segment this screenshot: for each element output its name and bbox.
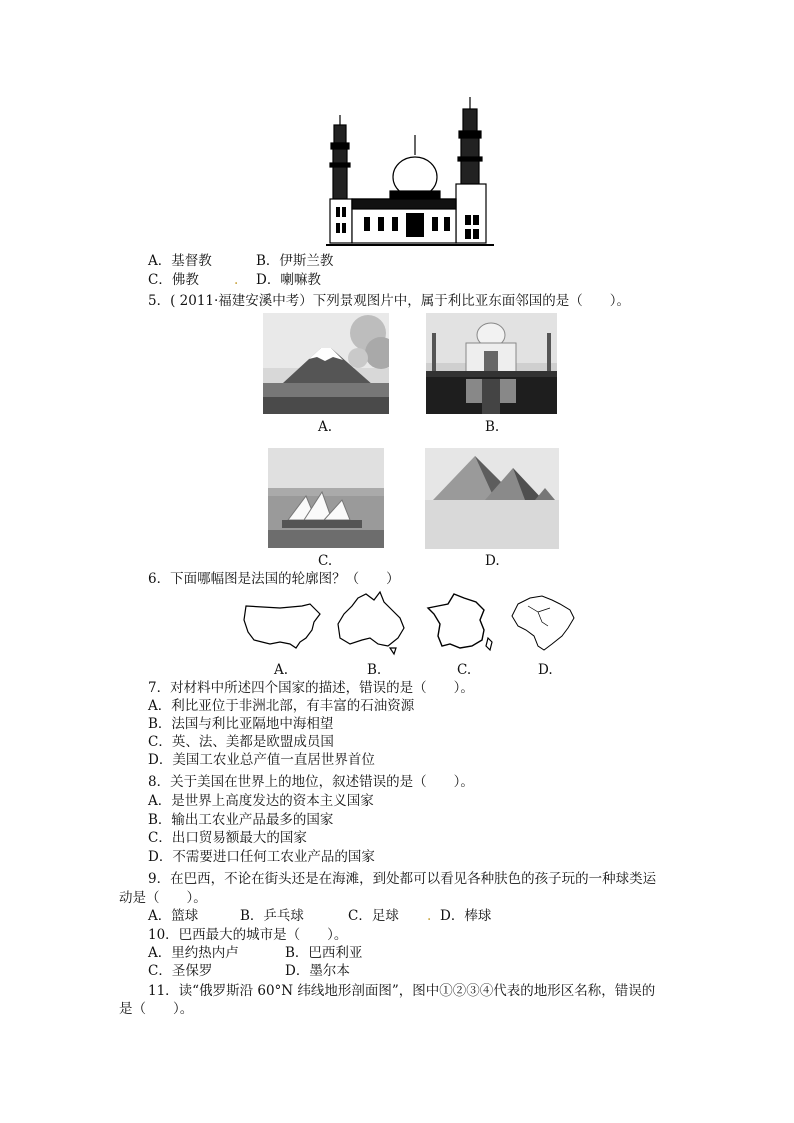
q8-option-d: D．不需要进口任何工农业产品的国家 <box>148 849 375 865</box>
q6-label-c: C. <box>457 662 472 678</box>
q7-option-a: A．利比亚位于非洲北部，有丰富的石油资源 <box>148 698 415 714</box>
q8-option-b: B．输出工农业产品最多的国家 <box>148 812 334 828</box>
q8-option-c: C．出口贸易额最大的国家 <box>148 830 307 846</box>
q10-option-c: C．圣保罗 <box>148 963 213 979</box>
q7-option-d: D．美国工农业总产值一直居世界首位 <box>148 752 375 768</box>
q6-label-b: B. <box>367 662 382 678</box>
q11-stem-line2: 是（ ）。 <box>119 1001 194 1017</box>
q7-option-c: C．英、法、美都是欧盟成员国 <box>148 734 334 750</box>
q11-stem-line1: 11．读“俄罗斯沿 60°N 纬线地形剖面图”，图中①②③④代表的地形区名称，错误的 <box>148 983 656 999</box>
q7-option-b: B．法国与利比亚隔地中海相望 <box>148 716 334 732</box>
photo-mount-fuji <box>263 313 389 414</box>
q9-option-d: D．棒球 <box>440 908 492 924</box>
q6-label-d: D. <box>538 662 553 678</box>
outline-usa <box>240 598 325 658</box>
q8-option-a: A．是世界上高度发达的资本主义国家 <box>148 793 374 809</box>
q8-stem: 8．关于美国在世界上的地位，叙述错误的是（ ）。 <box>148 774 474 790</box>
outline-brazil <box>508 590 580 656</box>
q9-option-c: C．足球 <box>348 908 399 924</box>
q10-option-b: B．巴西利亚 <box>285 945 363 961</box>
outline-france <box>424 590 496 656</box>
q9-option-b: B．乒乓球 <box>240 908 304 924</box>
mosque-illustration <box>320 95 500 250</box>
q5-label-d: D. <box>485 553 500 569</box>
q10-stem: 10．巴西最大的城市是（ ）。 <box>148 927 348 943</box>
q4-option-a: A．基督教 <box>148 253 212 269</box>
decorative-dot: . <box>234 272 239 288</box>
q9-option-a: A．篮球 <box>148 908 199 924</box>
q4-option-c: C．佛教 <box>148 272 199 288</box>
q5-label-b: B. <box>485 419 500 435</box>
photo-sydney-opera-house <box>268 448 384 548</box>
photo-taj-mahal <box>426 313 557 414</box>
q10-option-d: D．墨尔本 <box>285 963 350 979</box>
q9-stem-line1: 9．在巴西，不论在街头还是在海滩，到处都可以看见各种肤色的孩子玩的一种球类运 <box>148 871 657 887</box>
photo-pyramids <box>425 448 559 549</box>
q6-stem: 6．下面哪幅图是法国的轮廓图？（ ） <box>148 571 400 587</box>
outline-australia <box>334 588 410 658</box>
q9-stem-line2: 动是（ ）。 <box>119 890 207 906</box>
q5-stem: 5．( 2011·福建安溪中考）下列景观图片中，属于利比亚东面邻国的是（ ）。 <box>148 293 631 309</box>
decorative-dot: . <box>427 908 432 924</box>
q5-label-c: C. <box>318 553 333 569</box>
q7-stem: 7．对材料中所述四个国家的描述，错误的是（ ）。 <box>148 680 474 696</box>
q5-label-a: A. <box>318 419 333 435</box>
q10-option-a: A．里约热内卢 <box>148 945 239 961</box>
q6-label-a: A. <box>274 662 289 678</box>
q4-option-b: B．伊斯兰教 <box>256 253 334 269</box>
q4-option-d: D．喇嘛教 <box>256 272 321 288</box>
